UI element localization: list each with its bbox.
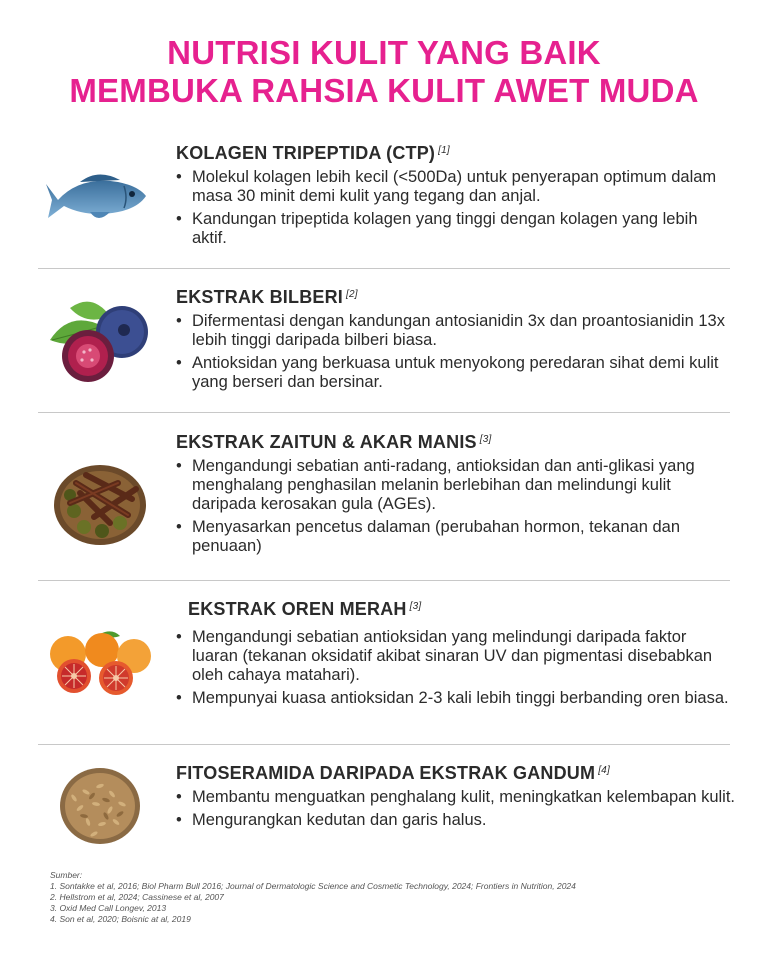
section-wheat-body <box>176 762 736 834</box>
bullet-list <box>176 788 736 830</box>
reference-mark: [1] <box>438 145 450 156</box>
list-item: • Mengandungi sebatian anti-radang, antioksidan dan anti-glikasi yang menghalang penghasilan melanin berlebihan dan melindungi kulit daripada kerosakan gula (AGEs). <box>176 457 695 513</box>
list-item: • Mengurangkan kedutan dan garis halus. <box>176 811 487 829</box>
reference-mark: [2] <box>346 289 358 300</box>
sources-heading: Sumber: <box>50 870 83 880</box>
section-bilberry-body <box>176 286 736 396</box>
bullet-list <box>176 312 736 392</box>
source-item: 1. Sontakke et al, 2016; Biol Pharm Bull 2016; Journal of Dermatologic Science and Cosmetic Technology, 2024; Frontiers in Nutrition, 2024 <box>50 881 576 891</box>
source-item: 2. Hellstrom et al, 2024; Cassinese et al, 2007 <box>50 892 224 902</box>
bullet-list <box>176 457 736 556</box>
list-item: • Kandungan tripeptida kolagen yang tinggi dengan kolagen yang lebih aktif. <box>176 210 698 247</box>
blood-orange-icon <box>40 628 160 718</box>
page-title <box>0 34 768 110</box>
olive-licorice-icon <box>40 453 160 543</box>
divider <box>38 580 730 581</box>
title-line-2: MEMBUKA RAHSIA KULIT AWET MUDA <box>69 72 699 109</box>
title-line-1: NUTRISI KULIT YANG BAIK <box>167 34 601 71</box>
divider <box>38 412 730 413</box>
list-item: • Mempunyai kuasa antioksidan 2-3 kali lebih tinggi berbanding oren biasa. <box>176 689 729 707</box>
section-title: FITOSERAMIDA DARIPADA EKSTRAK GANDUM [4] <box>176 763 610 783</box>
reference-mark: [4] <box>598 765 610 776</box>
source-item: 3. Oxid Med Call Longev, 2013 <box>50 903 167 913</box>
section-red-orange-bullets <box>176 624 736 712</box>
list-item: • Molekul kolagen lebih kecil (<500Da) untuk penyerapan optimum dalam masa 30 minit demi kulit yang tegang dan anjal. <box>176 168 717 205</box>
list-item: • Menyasarkan pencetus dalaman (perubahan hormon, tekanan dan penuaan) <box>176 518 680 555</box>
fish-icon <box>40 162 160 252</box>
section-title: EKSTRAK ZAITUN & AKAR MANIS [3] <box>176 432 492 452</box>
sources <box>50 870 576 925</box>
section-collagen-body <box>176 142 736 252</box>
source-item: 4. Son et al, 2020; Boisnic at al, 2019 <box>50 914 191 924</box>
section-title: EKSTRAK OREN MERAH [3] <box>188 599 422 619</box>
divider <box>38 268 730 269</box>
list-item: • Difermentasi dengan kandungan antosianidin 3x dan proantosianidin 13x lebih tinggi daripada bilberi biasa. <box>176 312 725 349</box>
list-item: • Antioksidan yang berkuasa untuk menyokong peredaran sihat demi kulit yang berseri dan bersinar. <box>176 354 719 391</box>
list-item: • Mengandungi sebatian antioksidan yang melindungi daripada faktor luaran (tekanan oksidatif akibat sinaran UV dan pigmentasi disebabkan oleh cahaya matahari). <box>176 628 713 684</box>
divider <box>38 744 730 745</box>
section-red-orange-body <box>188 598 736 620</box>
list-item: • Membantu menguatkan penghalang kulit, meningkatkan kelembapan kulit. <box>176 788 736 806</box>
section-title: KOLAGEN TRIPEPTIDA (CTP) [1] <box>176 143 450 163</box>
wheat-bowl-icon <box>40 764 160 854</box>
section-olive-licorice-body <box>176 431 736 560</box>
bullet-list <box>176 628 736 708</box>
reference-mark: [3] <box>409 601 422 612</box>
bilberry-icon <box>40 290 160 380</box>
reference-mark: [3] <box>479 434 492 445</box>
bullet-list <box>176 168 736 248</box>
section-title: EKSTRAK BILBERI [2] <box>176 287 358 307</box>
